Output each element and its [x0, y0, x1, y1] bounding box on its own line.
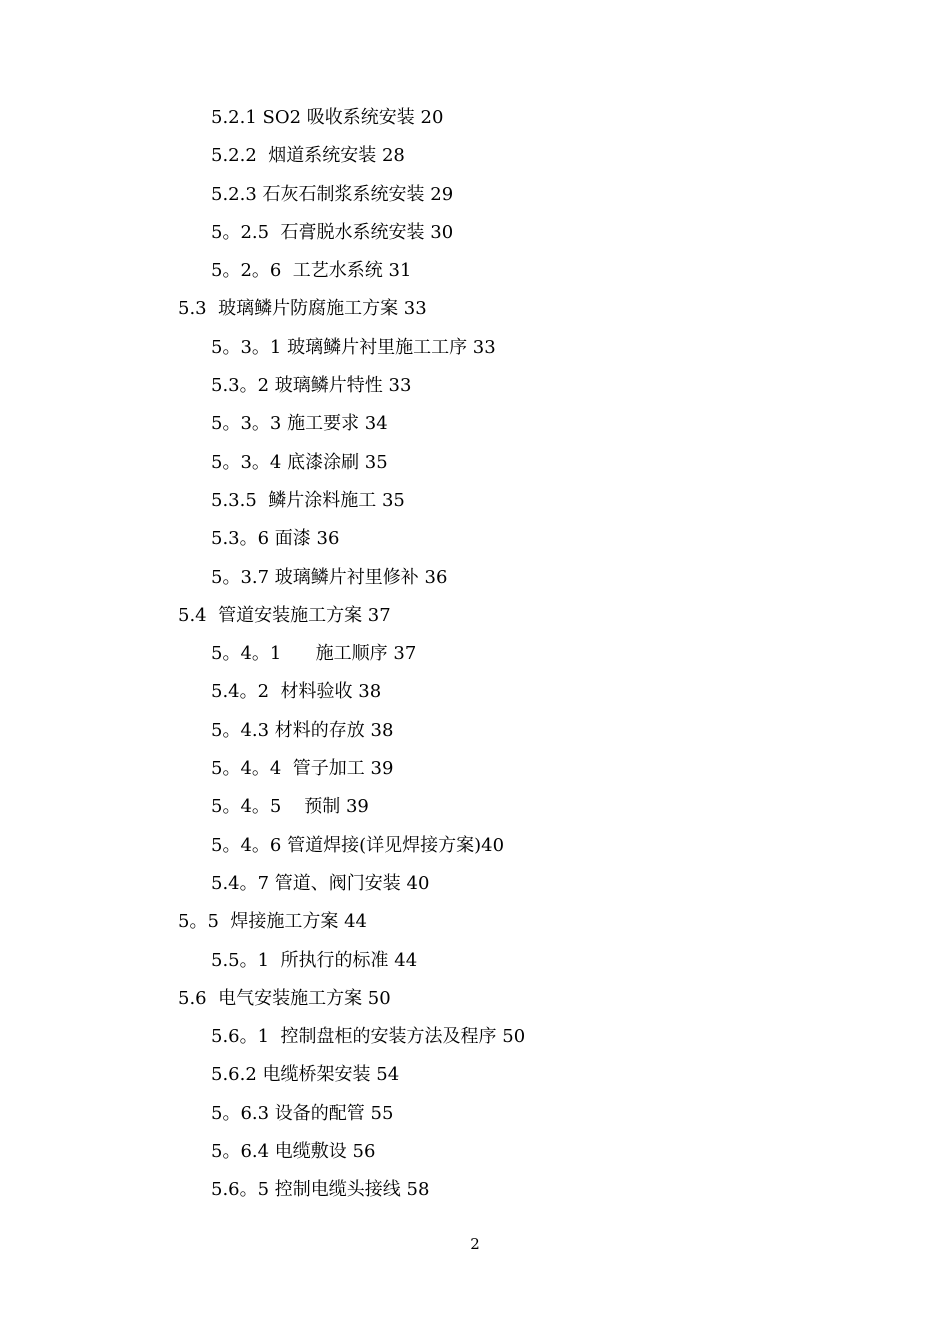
- toc-entry: 5.6.2 电缆桥架安装 54: [211, 1064, 400, 1086]
- toc-entry: 5.4 管道安装施工方案 37: [178, 604, 391, 626]
- toc-entry: 5.4。7 管道、阀门安装 40: [211, 872, 430, 894]
- table-of-contents: [0, 99, 950, 1210]
- toc-entry: 5.4。2 材料验收 38: [211, 681, 382, 703]
- toc-entry: 5.3 玻璃鳞片防腐施工方案 33: [178, 298, 427, 320]
- toc-entry: 5。4.3 材料的存放 38: [211, 719, 394, 741]
- toc-entry: 5。6.4 电缆敷设 56: [211, 1141, 376, 1163]
- toc-entry: 5。2.5 石膏脱水系统安装 30: [211, 221, 454, 243]
- toc-entry: 5。4。1 施工顺序 37: [211, 643, 417, 665]
- toc-entry: 5.2.2 烟道系统安装 28: [211, 145, 405, 167]
- toc-entry: 5。3.7 玻璃鳞片衬里修补 36: [211, 566, 448, 588]
- toc-entry: 5.3。6 面漆 36: [211, 528, 340, 550]
- toc-entry: 5。2。6 工艺水系统 31: [211, 260, 412, 282]
- toc-entry: 5.6。1 控制盘柜的安装方法及程序 50: [211, 1026, 526, 1048]
- toc-entry: 5。5 焊接施工方案 44: [178, 911, 367, 933]
- toc-entry: 5。3。4 底漆涂刷 35: [211, 451, 388, 473]
- toc-entry: 5。3。1 玻璃鳞片衬里施工工序 33: [211, 336, 496, 358]
- toc-entry: 5.5。1 所执行的标准 44: [211, 949, 418, 971]
- toc-entry: 5。3。3 施工要求 34: [211, 413, 388, 435]
- toc-entry: 5.3。2 玻璃鳞片特性 33: [211, 375, 412, 397]
- toc-entry: 5。4。5 预制 39: [211, 796, 369, 818]
- toc-entry: 5.6。5 控制电缆头接线 58: [211, 1179, 430, 1201]
- toc-entry: 5.2.1 SO2 吸收系统安装 20: [211, 107, 444, 128]
- toc-entry: 5.3.5 鳞片涂料施工 35: [211, 489, 405, 511]
- toc-entry: 5。6.3 设备的配管 55: [211, 1102, 394, 1124]
- page-number: 2: [470, 1235, 480, 1253]
- toc-entry: 5.6 电气安装施工方案 50: [178, 987, 391, 1009]
- toc-entry: 5.2.3 石灰石制浆系统安装 29: [211, 183, 454, 205]
- toc-entry: 5。4。6 管道焊接(详见焊接方案)40: [211, 834, 505, 856]
- toc-entry: 5。4。4 管子加工 39: [211, 758, 394, 780]
